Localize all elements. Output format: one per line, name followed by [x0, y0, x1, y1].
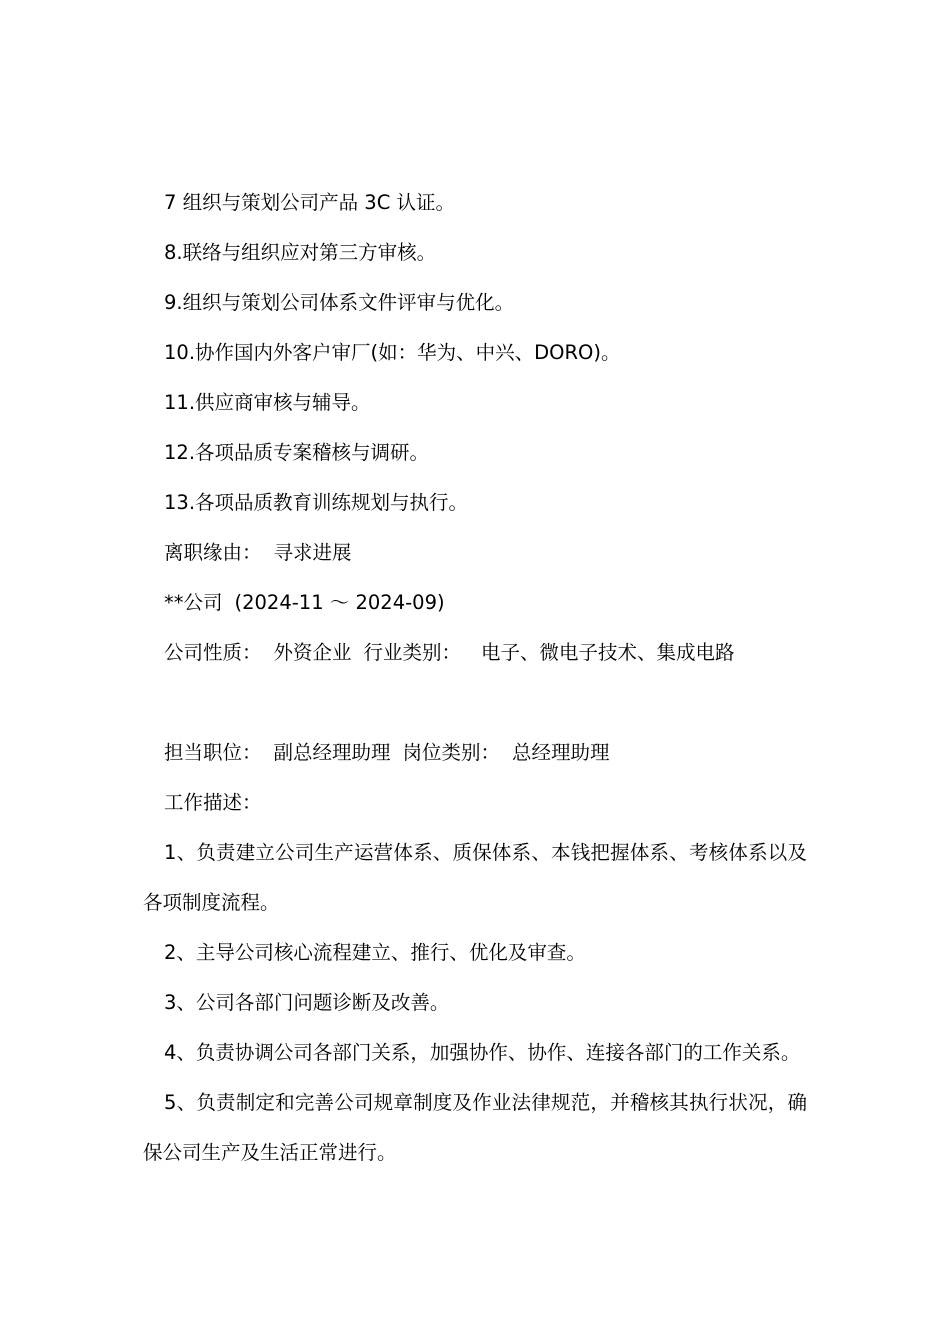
position-title-label: 担当职位： [164, 741, 262, 764]
list-item: 8.联络与组织应对第三方审核。 [164, 241, 437, 264]
list-item: 10.协作国内外客户审厂(如：华为、中兴、DORO)。 [164, 341, 621, 364]
company-name: **公司 [164, 591, 223, 614]
position-line [143, 728, 807, 778]
duty-item: 2、主导公司核心流程建立、推行、优化及审查。 [164, 941, 586, 964]
duty-item: 3、公司各部门问题诊断及改善。 [164, 991, 450, 1014]
company-nature-value: 外资企业 [273, 641, 352, 664]
company-nature-label: 公司性质： [164, 641, 262, 664]
position-category-value: 总经理助理 [512, 741, 610, 764]
duty-item: 1、负责建立公司生产运营体系、质保体系、本钱把握体系、考核体系以及各项制度流程。 [143, 841, 807, 914]
industry-label: 行业类别： [363, 641, 462, 664]
list-item: 12.各项品质专案稽核与调研。 [164, 441, 430, 464]
leave-reason-value: 寻求进展 [273, 541, 352, 564]
duty-item: 4、负责协调公司各部门关系，加强协作、协作、连接各部门的工作关系。 [164, 1041, 801, 1064]
industry-value: 电子、微电子技术、集成电路 [481, 641, 735, 664]
document-body [143, 178, 807, 1178]
list-item: 11.供应商审核与辅导。 [164, 391, 371, 414]
leave-reason-line [143, 528, 807, 578]
company-period: (2024-11 ～ 2024-09) [234, 591, 445, 614]
position-category-label: 岗位类别： [402, 741, 501, 764]
list-item: 7 组织与策划公司产品 3C 认证。 [164, 191, 456, 214]
blank-line [143, 678, 807, 728]
list-item: 13.各项品质教育训练规划与执行。 [164, 491, 469, 514]
work-desc-label: 工作描述： [164, 791, 262, 814]
leave-reason-label: 离职缘由： [164, 541, 262, 564]
company-line [143, 578, 807, 628]
list-item: 9.组织与策划公司体系文件评审与优化。 [164, 291, 515, 314]
company-info-line [143, 628, 807, 678]
position-title-value: 副总经理助理 [273, 741, 391, 764]
duty-item: 5、负责制定和完善公司规章制度及作业法律规范，并稽核其执行状况，确保公司生产及生活正常进行。 [143, 1091, 807, 1164]
